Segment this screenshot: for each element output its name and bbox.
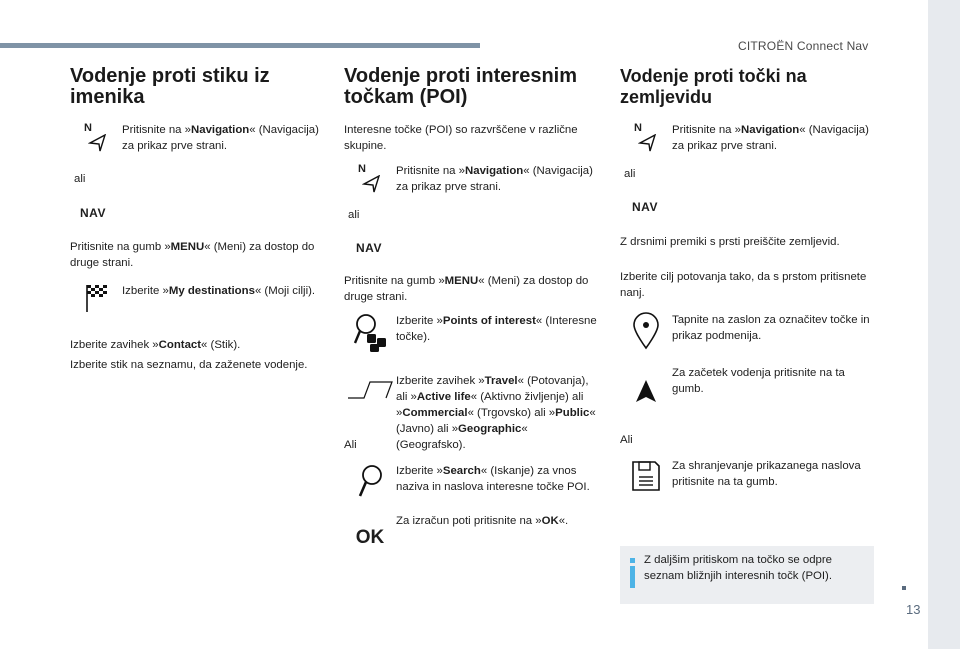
save-icon — [631, 458, 661, 492]
step-menu: Pritisnite na gumb »MENU« (Meni) za dostop do druge strani. — [70, 241, 315, 269]
step-text: Izberite »Search« (Iskanje) za vnos naziva in naslova interesne točke POI. — [396, 465, 590, 493]
step-navigation — [344, 163, 600, 195]
step-text: Izberite »My destinations« (Moji cilji). — [122, 285, 316, 297]
info-box — [620, 546, 874, 604]
or-label: Ali — [620, 434, 633, 446]
step-scroll-map: Z drsnimi premiki s prsti preiščite zemljevid. — [620, 236, 840, 248]
header-bar — [0, 43, 480, 48]
step-menu: Pritisnite na gumb »MENU« (Meni) za dostop do druge strani. — [344, 275, 589, 303]
step-text: Pritisnite na »Navigation« (Navigacija) za prikaz prve strani. — [122, 124, 319, 152]
step-text: Za izračun poti pritisnite na »OK«. — [396, 515, 569, 527]
step-search — [344, 463, 600, 499]
step-poi — [344, 313, 600, 353]
step-contact-tab: Izberite zavihek »Contact« (Stik). — [70, 339, 241, 351]
step-ok — [344, 513, 600, 549]
navigation-icon: N — [84, 122, 108, 152]
or-label: ali — [74, 173, 86, 185]
nav-button-label: NAV — [632, 200, 658, 214]
side-margin — [928, 0, 960, 649]
tab-icon — [347, 381, 393, 399]
step-text: Pritisnite na »Navigation« (Navigacija) za prikaz prve strani. — [672, 124, 869, 152]
step-text: Izberite zavihek »Travel« (Potovanja), ali »Active life« (Aktivno življenje) ali »Commercial« (Trgovsko) ali »Public« (Javno) ali »Geographic« (Geografsko). — [396, 375, 596, 451]
checkered-flag-icon — [85, 283, 107, 313]
section-title: Vodenje proti interesnim točkam (POI) — [344, 65, 577, 108]
or-label: ali — [348, 209, 360, 221]
step-text: Za začetek vodenja pritisnite na ta gumb. — [672, 367, 845, 395]
navigation-icon: N — [634, 122, 658, 152]
step-navigation — [70, 122, 320, 154]
navigation-icon: N — [358, 163, 382, 193]
info-text: Z daljšim pritiskom na točko se odpre seznam bližnjih interesnih točk (POI). — [644, 554, 833, 582]
step-text: Tapnite na zaslon za označitev točke in prikaz podmenija. — [672, 314, 870, 342]
section-map-point — [620, 66, 876, 492]
or-label: ali — [624, 168, 636, 180]
info-icon — [628, 558, 638, 588]
or-label: Ali — [344, 439, 357, 451]
search-icon — [355, 463, 385, 499]
step-text: Izberite »Points of interest« (Interesne točke). — [396, 315, 597, 343]
step-save-address — [620, 458, 876, 492]
nav-button-label: NAV — [356, 241, 382, 255]
section-poi — [344, 66, 600, 549]
ok-button-label: OK — [355, 527, 385, 548]
intro-text: Interesne točke (POI) so razvrščene v različne skupine. — [344, 124, 578, 152]
section-contact — [70, 66, 320, 373]
poi-search-icon — [353, 313, 387, 353]
step-select-destination: Izberite cilj potovanja tako, da s prstom pritisnete nanj. — [620, 271, 867, 299]
nav-button-label: NAV — [80, 206, 106, 220]
step-tabs — [344, 373, 600, 453]
step-tap-screen — [620, 312, 876, 350]
step-destinations — [70, 283, 320, 313]
page-number: 13 — [906, 602, 921, 617]
step-start-guidance — [620, 365, 876, 403]
step-navigation — [620, 122, 876, 154]
map-pin-icon — [632, 312, 660, 350]
page-marker — [902, 586, 906, 590]
navigation-arrow-icon — [635, 379, 657, 403]
section-title: Vodenje proti točki na zemljevidu — [620, 66, 807, 107]
step-select-contact: Izberite stik na seznamu, da zaženete vodenje. — [70, 359, 308, 371]
section-title: Vodenje proti stiku iz imenika — [70, 65, 270, 108]
step-text: Za shranjevanje prikazanega naslova pritisnite na ta gumb. — [672, 460, 861, 488]
step-text: Pritisnite na »Navigation« (Navigacija) za prikaz prve strani. — [396, 165, 593, 193]
header-title: CITROËN Connect Nav — [738, 39, 869, 53]
